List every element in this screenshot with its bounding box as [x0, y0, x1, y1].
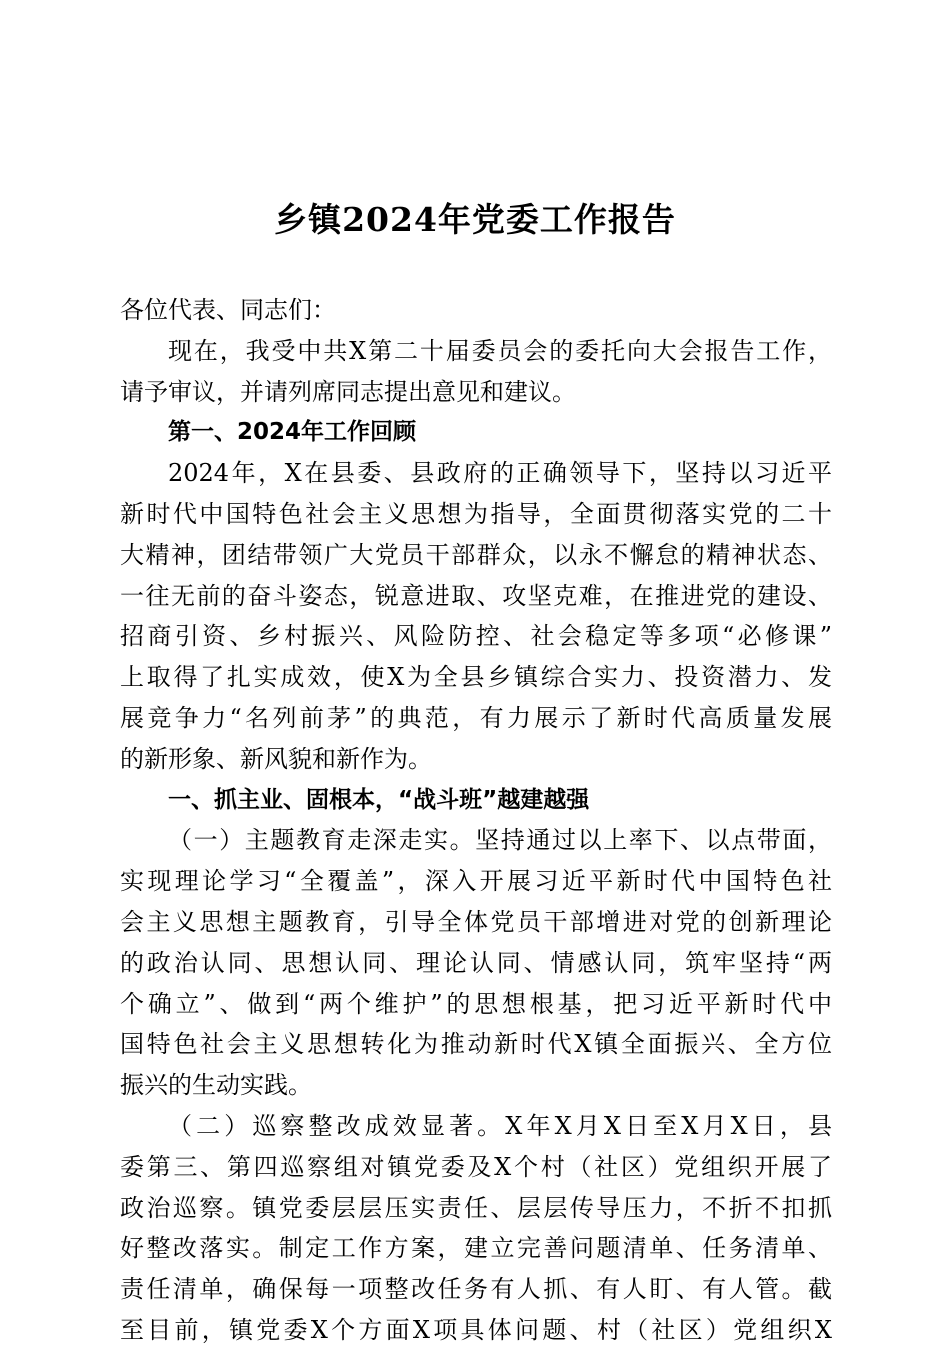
paragraph-line: 政治巡察。镇党委层层压实责任、层层传导压力，不折不扣抓 — [120, 1193, 832, 1222]
paragraph-line: 的新形象、新风貌和新作为。 — [120, 744, 432, 773]
paragraph-line: 至目前，镇党委X个方面X项具体问题、村（社区）党组织X — [120, 1315, 832, 1344]
paragraph-line: 展竞争力“名列前茅”的典范，有力展示了新时代高质量发展 — [120, 703, 832, 732]
paragraph-line: 的政治认同、思想认同、理论认同、情感认同，筑牢坚持“两 — [120, 948, 832, 977]
paragraph-line: 2024年，X在县委、县政府的正确领导下，坚持以习近平 — [168, 459, 832, 488]
section-heading: 第一、2024年工作回顾 — [168, 419, 417, 446]
subsection-heading: 一、抓主业、固根本，“战斗班”越建越强 — [168, 786, 590, 813]
paragraph-line: 委第三、第四巡察组对镇党委及X个村（社区）党组织开展了 — [120, 1152, 832, 1181]
paragraph-line: 责任清单，确保每一项整改任务有人抓、有人盯、有人管。截 — [120, 1275, 832, 1304]
document-body — [120, 290, 832, 1351]
paragraph-line: 好整改落实。制定工作方案，建立完善问题清单、任务清单、 — [120, 1234, 832, 1263]
paragraph-line: 个确立”、做到“两个维护”的思想根基，把习近平新时代中 — [120, 989, 832, 1018]
paragraph-line: （二）巡察整改成效显著。X年X月X日至X月X日，县 — [168, 1111, 832, 1140]
paragraph-line: 上取得了扎实成效，使X为全县乡镇综合实力、投资潜力、发 — [120, 663, 832, 692]
page-title: 乡镇2024年党委工作报告 — [274, 200, 676, 239]
paragraph-line: 振兴的生动实践。 — [120, 1071, 312, 1100]
paragraph-line: 实现理论学习“全覆盖”，深入开展习近平新时代中国特色社 — [120, 867, 832, 896]
paragraph-line: 国特色社会主义思想转化为推动新时代X镇全面振兴、全方位 — [120, 1030, 832, 1059]
paragraph-line: 招商引资、乡村振兴、风险防控、社会稳定等多项“必修课” — [120, 622, 832, 651]
salutation: 各位代表、同志们： — [120, 296, 336, 324]
paragraph-line: 现在，我受中共X第二十届委员会的委托向大会报告工作， — [168, 336, 832, 365]
paragraph-line: 请予审议，并请列席同志提出意见和建议。 — [120, 377, 576, 406]
paragraph-line: 大精神，团结带领广大党员干部群众，以永不懈怠的精神状态、 — [120, 540, 832, 569]
paragraph-line: （一）主题教育走深走实。坚持通过以上率下、以点带面， — [168, 826, 832, 855]
paragraph-line: 一往无前的奋斗姿态，锐意进取、攻坚克难，在推进党的建设、 — [120, 581, 832, 610]
paragraph-line: 会主义思想主题教育，引导全体党员干部增进对党的创新理论 — [120, 907, 832, 936]
paragraph-line: 新时代中国特色社会主义思想为指导，全面贯彻落实党的二十 — [120, 499, 832, 528]
